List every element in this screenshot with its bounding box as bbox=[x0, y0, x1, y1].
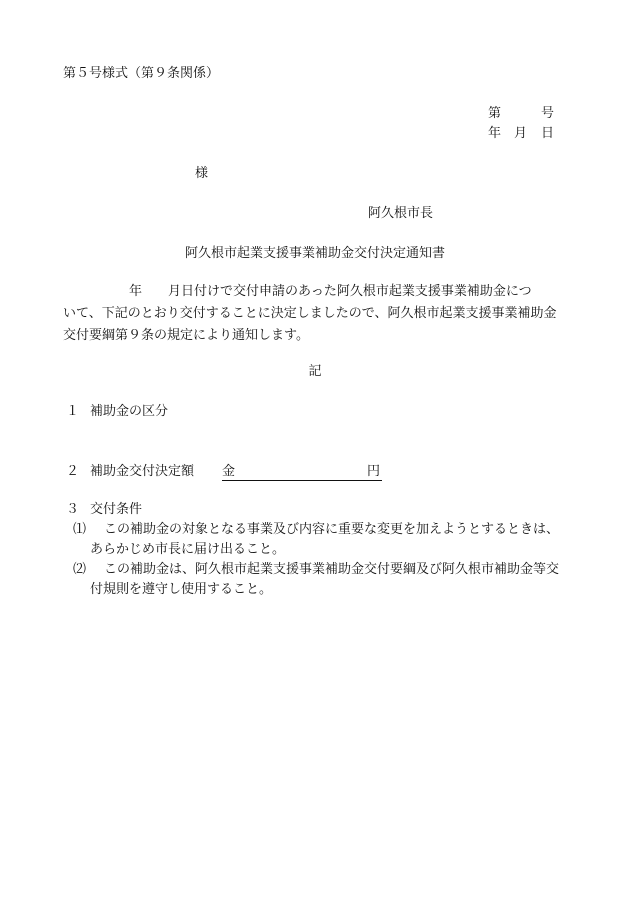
condition-2-line-2: 付規則を遵守し使用すること。 bbox=[90, 582, 273, 597]
sender-name: 阿久根市長 bbox=[368, 206, 434, 221]
condition-2-line-1: この補助金は、阿久根市起業支援事業補助金交付要綱及び阿久根市補助金等交 bbox=[104, 562, 560, 577]
recipient-suffix: 様 bbox=[195, 166, 209, 181]
item-1-label: 補助金の区分 bbox=[90, 404, 169, 419]
condition-1-number: ⑴ bbox=[73, 522, 87, 537]
item-1-number: １ bbox=[66, 404, 80, 419]
date-year-label: 年 bbox=[488, 126, 502, 141]
item-2-label: 補助金交付決定額 bbox=[90, 464, 195, 479]
date-day-label: 日 bbox=[541, 126, 555, 141]
ki-heading: 記 bbox=[308, 364, 322, 379]
amount-field bbox=[222, 464, 382, 481]
body-line1-rest: 日付けで交付申請のあった阿久根市起業支援事業補助金につ bbox=[181, 284, 532, 299]
form-label: 第５号様式（第９条関係） bbox=[63, 66, 220, 81]
item-3-label: 交付条件 bbox=[90, 502, 143, 517]
condition-1-line-2: あらかじめ市長に届け出ること。 bbox=[90, 542, 286, 557]
body-line-1 bbox=[63, 284, 532, 300]
item-3-number: ３ bbox=[66, 502, 80, 517]
body-line-2: いて、下記のとおり交付することに決定しましたので、阿久根市起業支援事業補助金 bbox=[63, 306, 557, 321]
date-month-label: 月 bbox=[514, 126, 528, 141]
condition-1-line-1: この補助金の対象となる事業及び内容に重要な変更を加えようとするときは、 bbox=[104, 522, 560, 537]
condition-2-number: ⑵ bbox=[73, 562, 87, 577]
item-2-number: ２ bbox=[66, 464, 80, 479]
doc-number-suffix: 号 bbox=[541, 106, 555, 121]
body-line-3: 交付要綱第９条の規定により通知します。 bbox=[63, 328, 309, 343]
body-year: 年 bbox=[129, 284, 143, 299]
doc-number-label: 第 bbox=[488, 106, 502, 121]
document-title: 阿久根市起業支援事業補助金交付決定通知書 bbox=[184, 246, 445, 261]
amount-suffix: 円 bbox=[366, 464, 380, 479]
body-month: 月 bbox=[168, 284, 182, 299]
amount-prefix: 金 bbox=[222, 464, 236, 479]
